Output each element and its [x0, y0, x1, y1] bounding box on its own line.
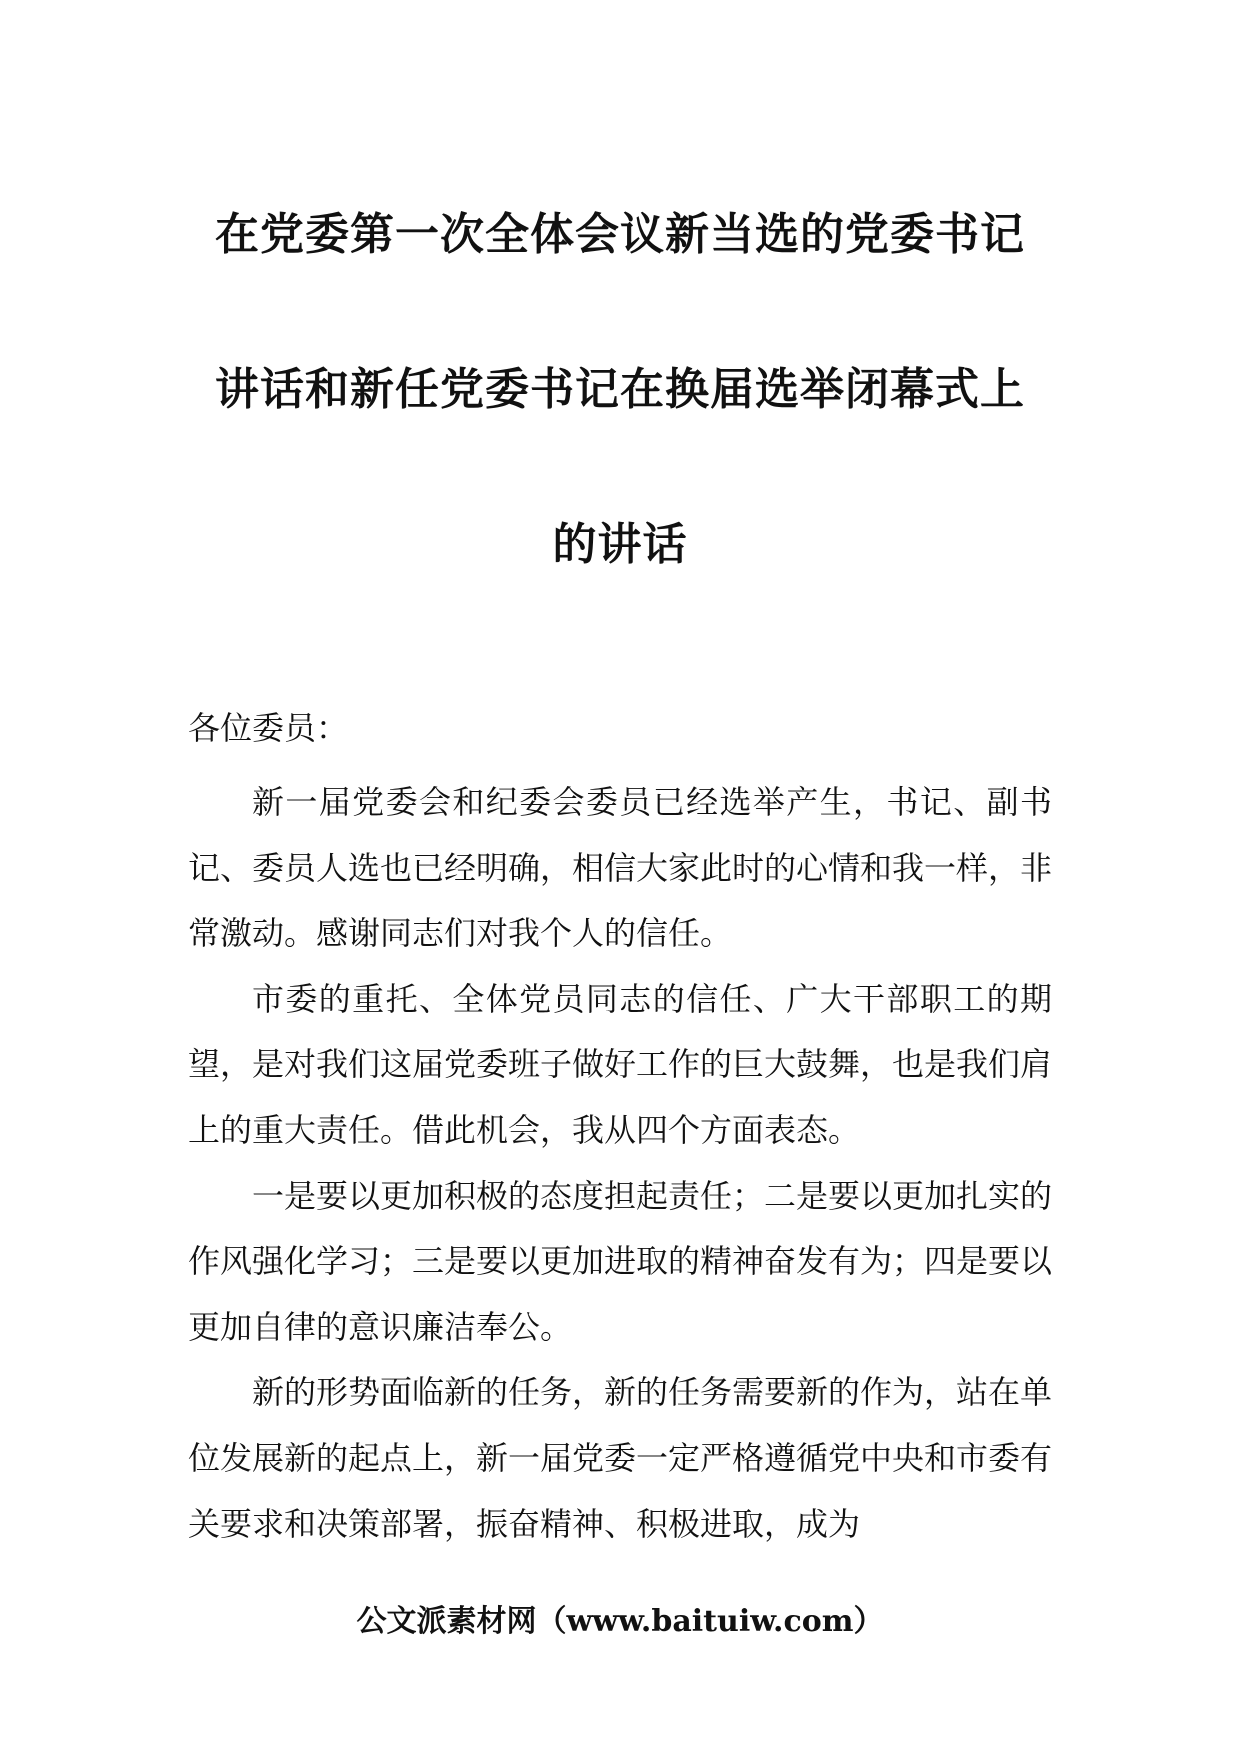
body-paragraph: 新一届党委会和纪委会委员已经选举产生，书记、副书记、委员人选也已经明确，相信大家此时的心情和我一样，非常激动。感谢同志们对我个人的信任。	[188, 783, 1053, 953]
body-paragraph: 一是要以更加积极的态度担起责任；二是要以更加扎实的作风强化学习；三是要以更加进取的精神奋发有为；四是要以更加自律的意识廉洁奉公。	[188, 1176, 1053, 1346]
body-paragraph: 市委的重托、全体党员同志的信任、广大干部职工的期望，是对我们这届党委班子做好工作的巨大鼓舞，也是我们肩上的重大责任。借此机会，我从四个方面表态。	[188, 979, 1053, 1149]
document-title-line-3: 的讲话	[552, 519, 688, 570]
salutation: 各位委员：	[188, 709, 349, 747]
footer-watermark-text: 公文派素材网（www.baituiw.com）	[356, 1604, 884, 1639]
document-title-line-2: 讲话和新任党委书记在换届选举闭幕式上	[215, 364, 1025, 415]
document-title-line-1: 在党委第一次全体会议新当选的党委书记	[215, 209, 1025, 260]
body-paragraph: 新的形势面临新的任务，新的任务需要新的作为，站在单位发展新的起点上，新一届党委一定严格遵循党中央和市委有关要求和决策部署，振奋精神、积极进取，成为	[188, 1373, 1053, 1543]
document-body	[188, 770, 1052, 1557]
